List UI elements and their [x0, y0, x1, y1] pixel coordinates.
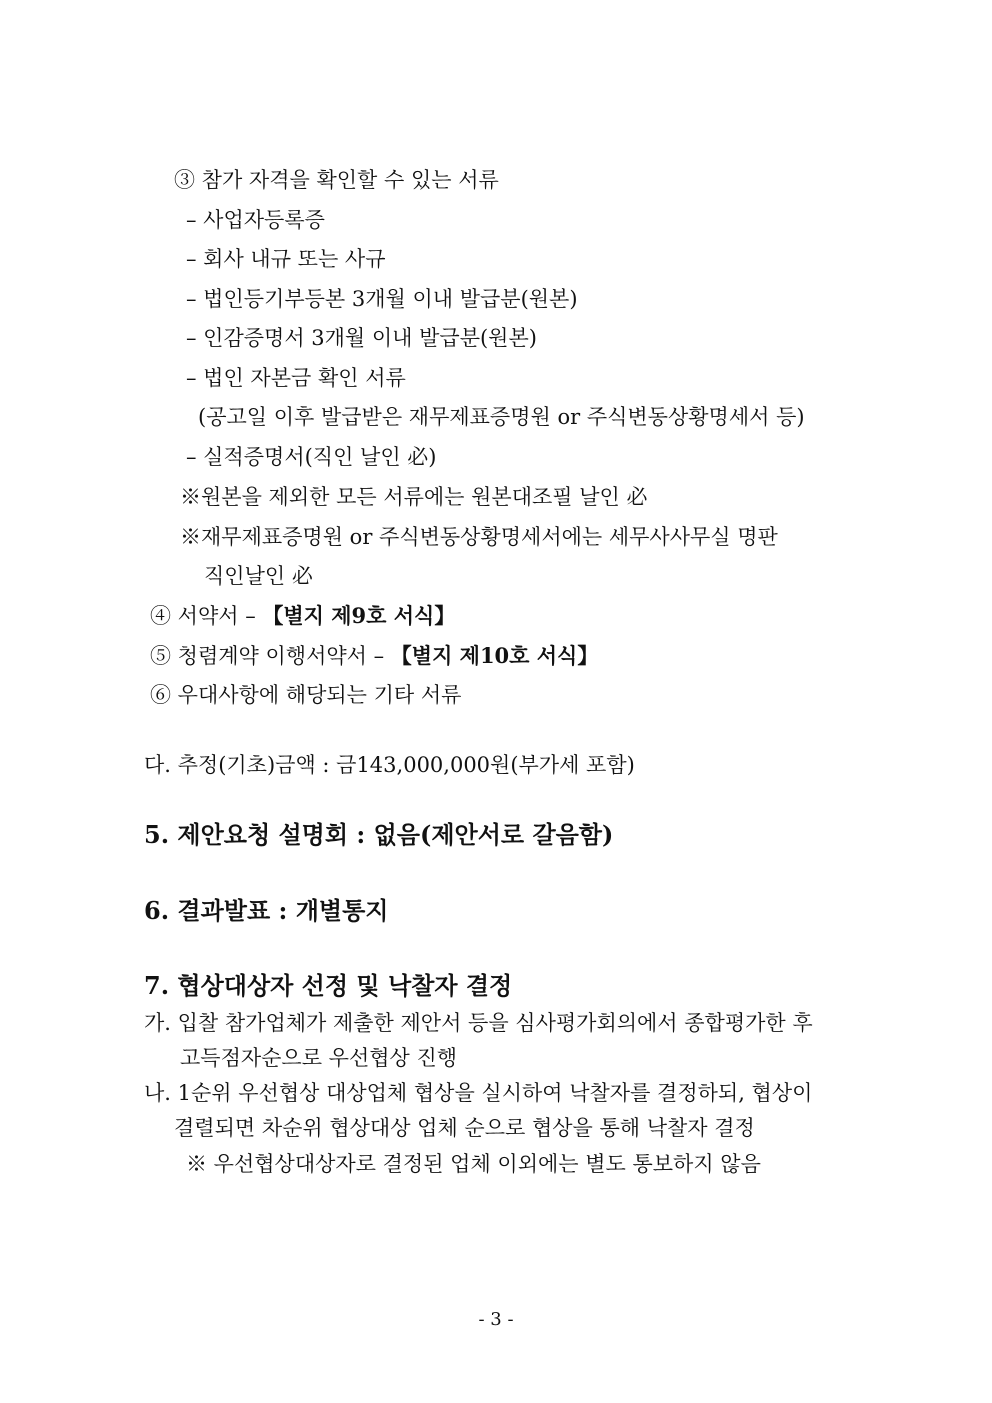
- section-7-ga-line2: 고득점자순으로 우선협상 진행: [180, 1046, 458, 1070]
- section-7-na-line1: 나. 1순위 우선협상 대상업체 협상을 실시하여 낙찰자를 결정하되, 협상이: [144, 1081, 813, 1105]
- doc-corporate-registry: – 법인등기부등본 3개월 이내 발급분(원본): [186, 287, 578, 311]
- doc-capital-note: (공고일 이후 발급받은 재무제표증명원 or 주식변동상황명세서 등): [198, 405, 805, 429]
- note-original-stamp: ※원본을 제외한 모든 서류에는 원본대조필 날인 必: [180, 485, 648, 509]
- page-number: - 3 -: [478, 1309, 514, 1330]
- section-6-heading: 6. 결과발표 : 개별통지: [144, 896, 389, 925]
- note-tax-office-seal-cont: 직인날인 必: [204, 564, 313, 588]
- item-6: ⑥ 우대사항에 해당되는 기타 서류: [150, 683, 462, 707]
- doc-business-registration: – 사업자등록증: [186, 208, 325, 232]
- section-7-na-line2: 결렬되면 차순위 협상대상 업체 순으로 협상을 통해 낙찰자 결정: [174, 1116, 755, 1140]
- doc-capital-confirmation: – 법인 자본금 확인 서류: [186, 366, 406, 390]
- item-5-text: ⑤ 청렴계약 이행서약서 –: [150, 644, 391, 668]
- estimated-amount: 다. 추정(기초)금액 : 금143,000,000원(부가세 포함): [144, 753, 635, 777]
- doc-seal-certificate: – 인감증명서 3개월 이내 발급분(원본): [186, 326, 537, 350]
- item-5: [150, 641, 598, 671]
- section-5-heading: 5. 제안요청 설명회 : 없음(제안서로 갈음함): [144, 820, 614, 849]
- item-4-form: 【별지 제9호 서식】: [262, 603, 456, 628]
- item-4-text: ④ 서약서 –: [150, 604, 263, 628]
- section-7-note: ※ 우선협상대상자로 결정된 업체 이외에는 별도 통보하지 않음: [186, 1152, 761, 1176]
- doc-company-rules: – 회사 내규 또는 사규: [186, 247, 386, 271]
- item-4: [150, 601, 455, 631]
- section-7-heading: 7. 협상대상자 선정 및 낙찰자 결정: [144, 971, 513, 1000]
- item-5-form: 【별지 제10호 서식】: [390, 643, 599, 668]
- item-3-title: ③ 참가 자격을 확인할 수 있는 서류: [174, 168, 499, 192]
- doc-performance-certificate: – 실적증명서(직인 날인 必): [186, 445, 437, 469]
- note-tax-office-seal: ※재무제표증명원 or 주식변동상황명세서에는 세무사사무실 명판: [180, 525, 778, 549]
- section-7-ga-line1: 가. 입찰 참가업체가 제출한 제안서 등을 심사평가회의에서 종합평가한 후: [144, 1011, 813, 1035]
